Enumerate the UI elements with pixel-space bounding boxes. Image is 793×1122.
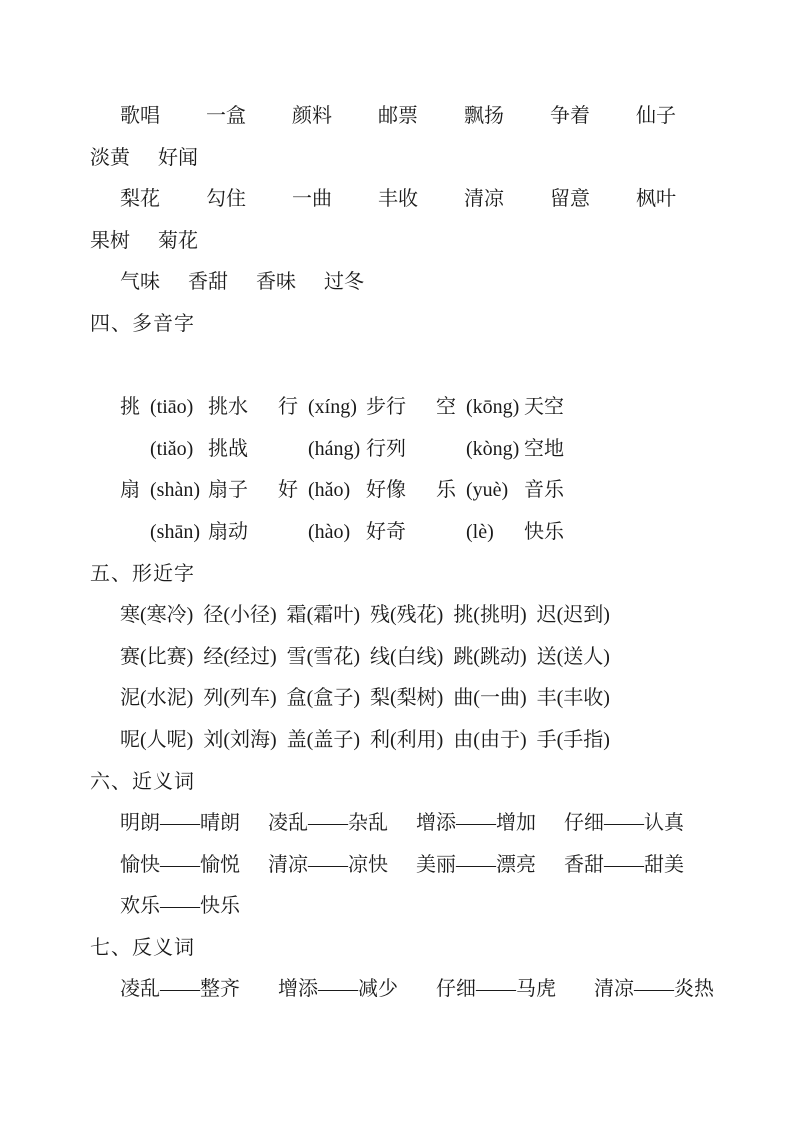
duoyinzi-pinyin: (shān)	[150, 520, 200, 543]
word-item: 气味	[120, 271, 160, 294]
duoyinzi-char: 空	[436, 396, 456, 419]
duoyinzi-word: 行列	[366, 437, 406, 460]
word-item: 菊花	[158, 229, 198, 252]
duoyinzi-word: 空地	[524, 437, 564, 460]
duoyinzi-cell	[120, 512, 278, 554]
xingjinzi-item: 雪(雪花)	[286, 645, 360, 668]
duoyinzi-pinyin: (tiǎo)	[150, 437, 194, 460]
duoyinzi-pinyin: (xíng)	[308, 396, 357, 419]
duoyinzi-char: 行	[278, 396, 298, 419]
word-item: 歌唱	[120, 105, 160, 127]
duoyinzi-word: 天空	[524, 396, 564, 419]
duoyinzi-word: 快乐	[524, 520, 564, 543]
duoyinzi-word: 挑水	[208, 396, 248, 419]
word-item: 梨花	[120, 188, 160, 211]
duoyinzi-row-3	[120, 470, 733, 512]
duoyinzi-char	[120, 512, 150, 554]
synonym-pair: 欢乐——快乐	[120, 895, 240, 918]
duoyinzi-cell	[436, 512, 594, 554]
synonym-pair: 明朗——晴朗	[120, 812, 240, 835]
duoyinzi-word: 挑战	[208, 437, 248, 460]
xingjinzi-row-1	[120, 595, 733, 637]
duoyinzi-word: 好奇	[366, 520, 406, 543]
word-item: 留意	[550, 188, 590, 211]
xingjinzi-item: 由(由于)	[453, 728, 527, 751]
duoyinzi-char: 好	[278, 479, 298, 502]
word-item: 邮票	[378, 105, 418, 127]
xingjinzi-item: 盖(盖子)	[286, 728, 360, 751]
duoyinzi-cell	[278, 470, 436, 512]
duoyinzi-cell	[278, 429, 436, 471]
duoyinzi-char: 挑	[120, 396, 140, 419]
duoyinzi-cell	[278, 387, 436, 429]
synonym-pair: 美丽——漂亮	[416, 853, 536, 876]
duoyinzi-char: 扇	[120, 479, 140, 502]
antonym-pair: 增添——减少	[278, 978, 398, 1001]
xingjinzi-item: 送(送人)	[536, 645, 610, 668]
duoyinzi-cell	[120, 429, 278, 471]
xingjinzi-row-4	[120, 720, 733, 762]
section-heading-xingjinzi: 五、形近字	[90, 562, 195, 585]
duoyinzi-cell	[278, 512, 436, 554]
fanyici-row-1	[120, 969, 733, 1011]
duoyinzi-pinyin: (kòng)	[466, 437, 520, 460]
section-heading-fanyici: 七、反义词	[90, 936, 195, 959]
antonym-pair: 凌乱——整齐	[120, 978, 240, 1001]
duoyinzi-word: 扇动	[208, 520, 248, 543]
duoyinzi-pinyin: (hào)	[308, 520, 351, 543]
synonym-pair: 增添——增加	[416, 812, 536, 835]
xingjinzi-item: 跳(跳动)	[453, 645, 527, 668]
word-item: 果树	[90, 229, 130, 252]
duoyinzi-pinyin: (yuè)	[466, 479, 509, 502]
duoyinzi-row-2	[120, 429, 733, 471]
duoyinzi-cell	[436, 387, 594, 429]
xingjinzi-item: 泥(水泥)	[120, 687, 194, 710]
xingjinzi-item: 丰(丰收)	[536, 687, 610, 710]
blank-line	[90, 346, 733, 388]
word-item: 枫叶	[636, 188, 676, 211]
word-list-row-1	[120, 96, 676, 138]
word-item: 过冬	[324, 271, 364, 294]
xingjinzi-item: 列(列车)	[203, 687, 277, 710]
xingjinzi-item: 径(小径)	[203, 604, 277, 627]
word-list-row-4	[90, 221, 733, 263]
duoyinzi-pinyin: (kōng)	[466, 396, 520, 419]
xingjinzi-item: 霜(霜叶)	[286, 604, 360, 627]
duoyinzi-row-1	[120, 387, 733, 429]
duoyinzi-row-4	[120, 512, 733, 554]
duoyinzi-char	[120, 429, 150, 471]
duoyinzi-cell	[120, 470, 278, 512]
xingjinzi-item: 曲(一曲)	[453, 687, 527, 710]
duoyinzi-cell	[436, 470, 594, 512]
xingjinzi-item: 手(手指)	[536, 728, 610, 751]
xingjinzi-item: 梨(梨树)	[369, 687, 444, 710]
word-item: 香甜	[188, 271, 228, 294]
duoyinzi-char	[436, 429, 466, 471]
duoyinzi-word: 扇子	[208, 479, 248, 502]
xingjinzi-row-2	[120, 637, 733, 679]
jinyici-row-3	[120, 886, 733, 928]
antonym-pair: 仔细——马虎	[436, 978, 556, 1001]
antonym-pair: 清凉——炎热	[594, 978, 714, 1001]
word-list-row-5	[120, 262, 733, 304]
word-list-row-2	[90, 138, 733, 180]
duoyinzi-word: 步行	[366, 396, 406, 419]
word-item: 香味	[256, 271, 296, 294]
xingjinzi-row-3	[120, 678, 733, 720]
word-item: 一曲	[292, 188, 332, 211]
xingjinzi-item: 赛(比赛)	[120, 645, 194, 668]
duoyinzi-pinyin: (háng)	[308, 437, 361, 460]
jinyici-row-1	[120, 803, 733, 845]
word-item: 丰收	[378, 188, 418, 211]
synonym-pair: 清凉——凉快	[268, 853, 388, 876]
duoyinzi-word: 音乐	[524, 479, 564, 502]
synonym-pair: 愉快——愉悦	[120, 853, 240, 876]
word-item: 飘扬	[464, 105, 504, 127]
word-item: 勾住	[206, 188, 246, 211]
section-heading-duoyinzi: 四、多音字	[90, 312, 195, 335]
xingjinzi-item: 盒(盒子)	[286, 687, 360, 710]
duoyinzi-pinyin: (shàn)	[150, 479, 200, 502]
synonym-pair: 凌乱——杂乱	[268, 812, 388, 835]
duoyinzi-cell	[120, 387, 278, 429]
duoyinzi-pinyin: (tiāo)	[150, 396, 194, 419]
duoyinzi-char	[278, 512, 308, 554]
word-item: 争着	[550, 105, 590, 127]
word-item: 仙子	[636, 105, 676, 127]
word-item: 淡黄	[90, 146, 130, 169]
xingjinzi-item: 残(残花)	[369, 604, 444, 627]
xingjinzi-item: 线(白线)	[369, 645, 444, 668]
synonym-pair: 仔细——认真	[564, 812, 684, 835]
xingjinzi-item: 经(经过)	[203, 645, 277, 668]
synonym-pair: 香甜——甜美	[564, 853, 684, 876]
xingjinzi-item: 刘(刘海)	[203, 728, 277, 751]
section-heading-jinyici: 六、近义词	[90, 770, 195, 793]
xingjinzi-item: 利(利用)	[369, 728, 444, 751]
xingjinzi-item: 挑(挑明)	[453, 604, 527, 627]
duoyinzi-pinyin: (lè)	[466, 520, 494, 543]
duoyinzi-cell	[436, 429, 594, 471]
word-item: 好闻	[158, 146, 198, 169]
xingjinzi-item: 呢(人呢)	[120, 728, 194, 751]
word-list-row-3	[120, 179, 676, 221]
duoyinzi-char	[436, 512, 466, 554]
xingjinzi-item: 寒(寒冷)	[120, 604, 194, 627]
xingjinzi-item: 迟(迟到)	[536, 604, 610, 627]
word-item: 一盒	[206, 105, 246, 127]
word-item: 颜料	[292, 105, 332, 127]
word-item: 清凉	[464, 188, 504, 211]
duoyinzi-char: 乐	[436, 479, 456, 502]
jinyici-row-2	[120, 845, 733, 887]
duoyinzi-pinyin: (hǎo)	[308, 479, 351, 502]
duoyinzi-word: 好像	[366, 479, 406, 502]
duoyinzi-char	[278, 429, 308, 471]
